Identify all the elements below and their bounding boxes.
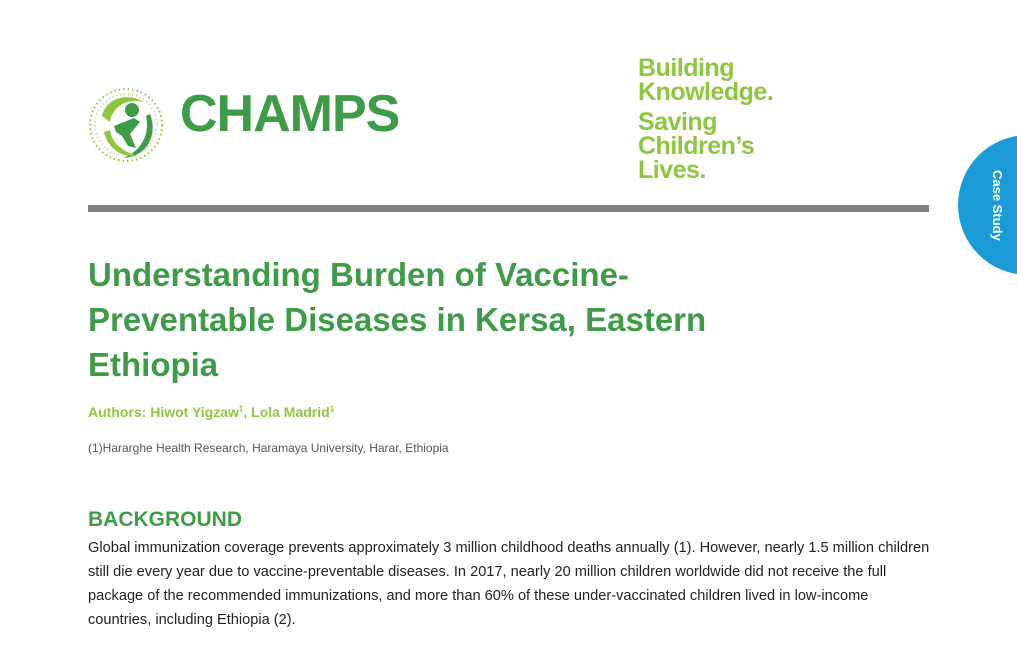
authors-line (88, 404, 334, 420)
tagline (638, 56, 773, 182)
section-heading-background: BACKGROUND (88, 508, 242, 531)
case-study-label: Case Study (990, 169, 1005, 241)
author-affiliation-marker: 1 (329, 404, 335, 414)
author-name: Lola Madrid (251, 404, 330, 420)
brand-name: CHAMPS (180, 85, 400, 143)
authors-prefix: Authors: (88, 404, 151, 420)
affiliation: (1)Hararghe Health Research, Haramaya University, Harar, Ethiopia (88, 441, 449, 455)
tagline-line: Children’s (638, 132, 755, 160)
author-separator: , (243, 404, 252, 420)
page-title: Understanding Burden of Vaccine-Preventable Diseases in Kersa, Eastern Ethiopia (88, 256, 707, 383)
tagline-line: Building (638, 54, 734, 82)
author-affiliation-marker: 1 (238, 404, 244, 414)
champs-logo-icon (88, 86, 164, 164)
background-paragraph: Global immunization coverage prevents approximately 3 million childhood deaths annually (1). However, nearly 1.5 million children still die every year due to vaccine-preventable diseases. In 2017, nearly 20 million children worldwide did not receive the full package of the recommended immunizations, and more than 60% of these under-vaccinated children lived in low-income countries, including Ethiopia (2). (88, 540, 930, 628)
tagline-line: Knowledge. (638, 78, 774, 106)
tagline-line: Saving (638, 108, 717, 136)
author-name: Hiwot Yigzaw (150, 404, 239, 420)
header-divider (88, 205, 929, 212)
tagline-line: Lives. (638, 156, 706, 184)
